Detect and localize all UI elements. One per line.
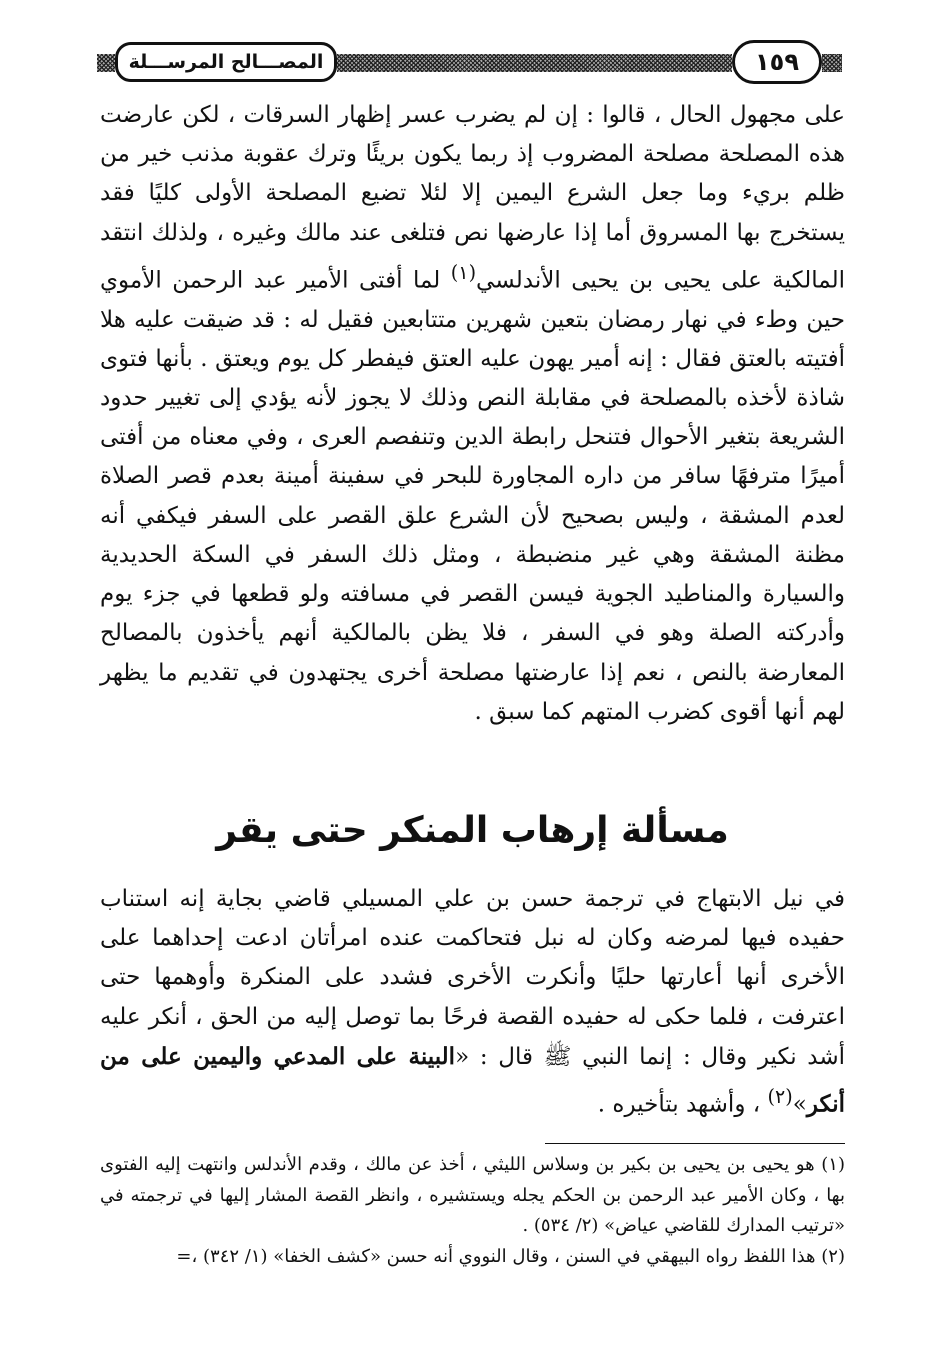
paragraph-2-text-a: في نيل الابتهاج في ترجمة حسن بن علي المسيلي قاضي بجاية إنه استناب حفيده فيها لمرضه وكان له نبل فتحاكمت عنده امرأتان ادعت إحداهما على الأخرى أنها أعارتها حليًا وأنكرت الأخرى فشدد على المنكرة وأوهمها حتى اعترفت ، فلما حكى له حفيده القصة فرحًا بما توصل إليه من الحق ، أنكر عليه أشد نكير وقال : إنما النبي ﷺ قال : «	[100, 886, 845, 1070]
footnote-2: (٢) هذا اللفظ رواه البيهقي في السنن ، وقال النووي أنه حسن «كشف الخفا» (١/ ٣٤٢) ،=	[176, 1245, 845, 1267]
footnote-1: (١) هو يحيى بن يحيى بن بكير بن وسلاس الليثي ، أخذ عن مالك ، وقدم الأندلس وانتهت إليه الفتوى بها ، وكان الأمير عبد الرحمن بن الحكم يجله ويستشيره ، وانظر القصة المشار إليها في ترجمته في «ترتيب المدارك للقاضي عياض» (٢/ ٥٣٤) .	[100, 1154, 845, 1236]
running-header	[97, 36, 839, 90]
paragraph-1-text-b: لما أفتى الأمير عبد الرحمن الأموي حين وطء في نهار رمضان بتعين شهرين متتابعين فقيل له : قد ضيقت عليه هلا أفتيته بالعتق فقال : إنه أمير يهون عليه العتق فيفطر كل يوم ويعتق . بأنها فتوى شاذة لأخذه بالمصلحة في مقابلة النص وذلك لا يجوز لأنه يؤدي إلى تغيير حدود الشريعة بتغير الأحوال فتنحل رابطة الدين وتنفصم العرى ، وفي معناه من أفتى أميرًا مترفهًا سافر من داره المجاورة للبحر في سفينة أمينة بعدم قصر الصلاة لعدم المشقة ، وليس بصحيح لأن الشرع علق القصر على السفر فيكفي أنه مظنة المشقة وهي غير منضبطة ، ومثل ذلك السفر في السكة الحديدية والسيارة والمناطيد الجوية فيسن القصر في مسافته ولو قطعها في جزء يوم وأدركته الصلة وهو في السفر ، فلا يظن بالمالكية أنهم يأخذون بالمصالح المعارضة بالنص ، نعم إذا عارضتها مصلحة أخرى يجتهدون في تقديم ما يظهر لهم أنها أقوى كضرب المتهم كما سبق .	[100, 267, 845, 725]
paragraph-2	[100, 880, 845, 1125]
paragraph-2-text-b: ، وأشهد بتأخيره .	[597, 1091, 761, 1118]
paragraph-1	[100, 96, 845, 732]
footnotes	[100, 1150, 845, 1272]
footnote-ref-2: (٢)	[767, 1085, 793, 1109]
paragraph-1-text-a: على مجهول الحال ، قالوا : إن لم يضرب عسر إظهار السرقات ، لكن عارضت هذه المصلحة مصلحة المضروب إذ ربما يكون بريئًا وترك عقوبة مذنب خير من ظلم بريء وما جعل الشرع اليمين إلا لئلا تضيع المصلحة الأولى كليًا فقد يستخرج بها المسروق أما إذا عارضها نص فتلغى عند مالك وغيره ، ولذلك انتقد المالكية على يحيى بن يحيى الأندلسي	[100, 102, 845, 294]
running-title: المصـــالح المرســـلة	[115, 42, 337, 82]
footnote-ref-1: (١)	[450, 260, 477, 284]
page-number: ١٥٩	[732, 40, 822, 84]
footnote-divider	[545, 1143, 845, 1144]
header-ornament-right	[822, 54, 842, 72]
hadith-quote: البينة على المدعي واليمين على من أنكر	[100, 1042, 845, 1118]
quote-close: »	[792, 1091, 807, 1118]
section-heading: مسألة إرهاب المنكر حتى يقر	[216, 810, 729, 851]
header-ornament-left	[97, 54, 115, 72]
header-ornament-middle	[337, 54, 732, 72]
